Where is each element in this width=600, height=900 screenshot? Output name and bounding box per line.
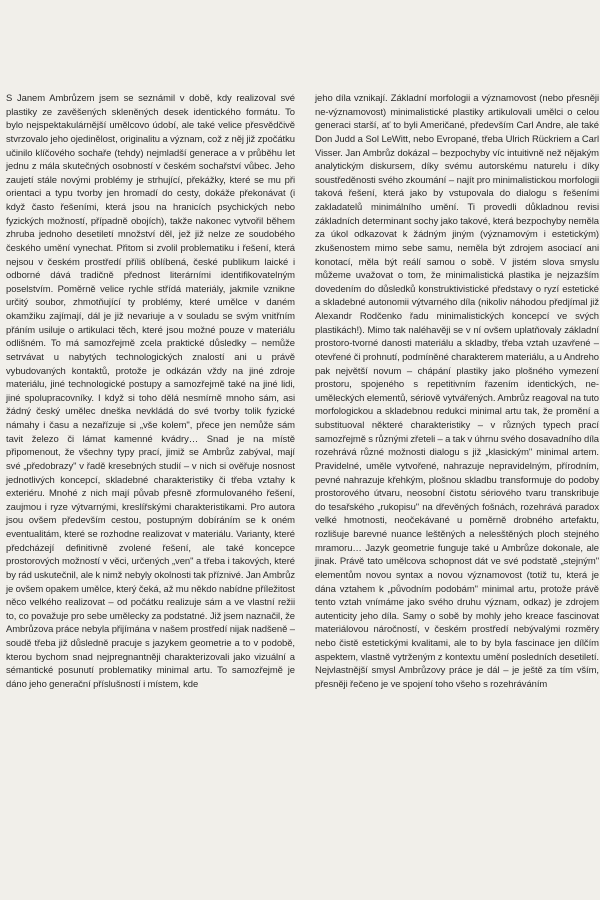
body-text-left: S Janem Ambrůzem jsem se seznámil v době, kdy realizoval své plastiky ze zavěšených skleněných desek identického formátu. To bylo nejspektakulárnější umělcovo údobí, ale také velice přesvědčivě stvrzovalo jeho ojedinělost, originalitu a význam, což z něj již zpočátku učinilo klíčového sochaře (tehdy) nejmladší generace a v průběhu let jednu z mála skutečných osobností v českém sochařství vůbec. Jeho zaujetí stále novými problémy je strhující, překážky, které se mu při orientaci a typu tvorby jen hromadí do cesty, dokáže překonávat (i když často řešeními, která jsou na hranicích psychických nebo fyzických možností, případně obojích), takže nakonec vytvořil během zhruba jednoho desetiletí množství děl, jež již nelze ze soudobého českého umění vynechat. Přitom si zvolil problematiku i řešení, která nejsou v českém prostředí příliš oblíbená, české publikum laické i odborné dává tradičně přednost literárními identifikovatelným poselstvím. Poměrně velice rychle střídá materiály, jakmile vznikne určitý soubor, zhmotňující ty problémy, které umělce v daném okamžiku zajímají, dál je již nevariuje a v souladu se svým vnitřním přáním usiluje o artikulaci těch, které jsou možné pouze v materiálu odlišném. To má samozřejmě zcela praktické důsledky – nemůže setrvávat u nabytých technologických znalostí ani u právě vybudovaných kontaktů, protože je odkázán vždy na jiné zdroje materiálu, jiné technologické postupy a samozřejmě také na jiné lidi, jiné spolupracovníky. I když si toho dělá nesmírně mnoho sám, asi žádný český umělec dneška nevkládá do své tvorby tolik fyzické námahy i času a nezařízuje si „vše kolem", přece jen nemůže sám tavit železo či lámat kamenné kvádry… Snad je na místě připomenout, že všechny typy prací, jimiž se Ambrůz zabýval, mají své „předobrazy" v řadě kresebných studií – v nich si ověřuje nosnost jednotlivých koncepcí, skladebné charakteristiky či třeba vztahy k exteriéru. Mnohé z nich mají půvab přesně zformulovaného řešení, zaujmou i ryze výtvarnými, kreslířskými charakteristikami. Pro autora jsou ovšem především cestou, postupným dobíráním se k oném eventualitám, které se rozhodne realizovat v materiálu. Varianty, které předcházejí definitivně zvolené řešení, ale také koncepce prostorových možností v věci, určených „ven" a třeba i takových, které by rád uskutečnil, ale k nimž nebyly okolnosti tak příznivé. Jan Ambrůz je ovšem opakem umělce, který čeká, až mu někdo nabídne příležitost něco velkého realizovat – od počátku realizuje sám a ve vlastní režii to, co považuje pro sebe umělecky za podstatné. Již jsem naznačil, že Ambrůzova práce nebyla přijímána v našem prostředí nijak nadšeně – soudě třeba již důsledně pracuje s jazykem geometrie a to v podobě, kterou bychom snad nejpregnantněji charakterizovali jako vizuální a sémantické posunutí problematiky minimal artu. To samozřejmě je dáno jeho generační příslušností i místem, kde bbox=[6, 93, 295, 690]
text-column-left bbox=[6, 92, 295, 692]
text-column-right bbox=[315, 92, 599, 692]
body-text-right: jeho díla vznikají. Základní morfologii a významovost (nebo přesněji ne-významovost) minimalistické plastiky artikulovali umělci o celou generaci starší, ať to byli Američané, především Carl Andre, ale také Don Judd a Sol LeWitt, nebo Evropané, třeba Ulrich Rückriem a Carl Visser. Jan Ambrůz dokázal – bezpochyby víc intuitivně než nějakým analytickým diskursem, díky svému autorskému naturelu i díky soustředěnosti svého zkoumání – najít pro minimalistickou morfologii taková řešení, která jako by vstupovala do dialogu s řešeními zakladatelů minimálního umění. Ti provedli důkladnou revisi základních determinant sochy jako takové, která bezpochyby neměla za úkol odkazovat k žádným jiným (významovým i estetickým) zkušenostem mimo sebe samu, neměla být zdrojem asociací ani konotací, měla být reálí samou o sobě. V jistém slova smyslu můžeme uvažovat o tom, že minimalistická plastika je nejzazším dovedením do důsledků konstruktivistické představy o ryzí estetické a skladebné autonomii výtvarného díla (nikoliv náhodou předjímal již Alexandr Rodčenko řadu minimalistických koncepcí ve svých plastikách!). Mimo tak naléhavěji se v ní ovšem uplatňovaly základní prostoro-tvorné danosti materiálu a skladby, třeba vztah uzavřené – otevřené či prohnutí, podmíněné charakterem materiálu, a u Andreho pak největší novum – chápání plastiky jako plošného vymezení prostoru, spojeného s repetitivním řazením identických, ne-uměleckých elementů, sériově vytvářených. Ambrůz reagoval na tuto morfologickou a skladebnou redukci minimal artu tak, že promění a substituoval některé charakteristiky – v různých typech prací samozřejmě s různými zřeteli – a tak v úhrnu svého dosavadního díla rozehrává různé možnosti dialogu s již „klasickým" minimal artem. Pravidelné, uměle vytvořené, nahrazuje nepravidelným, přírodním, pevné nahrazuje křehkým, plošnou skladbu transformuje do podoby prostorového útvaru, neosobní čistotu sériového tvaru transkribuje do tesařského „rukopisu" na dřevěných fošnách, rozehrává paradox velké hmotnosti, neočekávané u poměrně drobného artefaktu, rozlišuje barevné nuance leštěných a nelesštěných ploch stejného mramoru… Jazyk geometrie funguje také u Ambrůze dokonale, ale jinak. Právě tato umělcova schopnost dát ve své podstatě „stejným" elementům novou syntax a novou významovost (totiž tu, která je dána vztahem k „původním podobám" minimal artu, protože právě tento vztah vnímáme jako svého druhu význam, odkaz) je zdrojem autenticity jeho díla. Samy o sobě by mohly jeho kreace fascinovat materiálovou náročností, v českém prostředí nebývalými rozměry nebo čistě estetickými kvalitami, ale to by byla fascinace jen dílčím aspektem, vlastně vytrženým z kontextu umění posledních desetiletí. Nejvlastnější smysl Ambrůzovy práce je dál – je ještě za tím vším, přesněji řečeno je ve spojení toho všeho s rozehráváním bbox=[315, 93, 600, 690]
